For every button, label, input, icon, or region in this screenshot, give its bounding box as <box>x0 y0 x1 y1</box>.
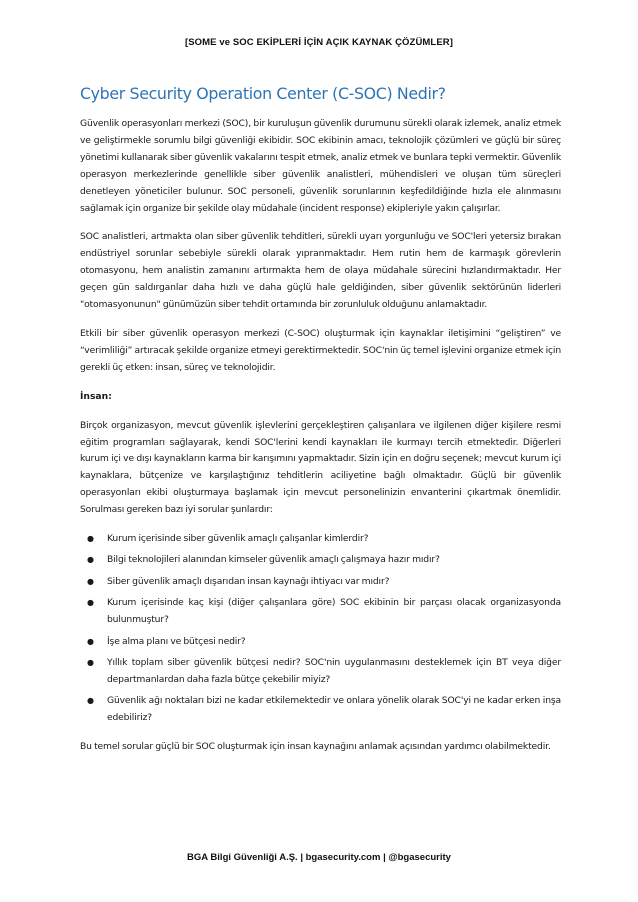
list-item-text: İşe alma planı ve bütçesi nedir? <box>107 635 246 647</box>
questions-list <box>80 531 561 727</box>
document-body <box>80 84 561 768</box>
bullet-icon: ● <box>87 555 94 565</box>
list-item-text: Kurum içerisinde kaç kişi (diğer çalışanlara göre) SOC ekibinin bir parçası olacak organizasyonda bulunmuştur? <box>107 597 561 626</box>
page-header: [SOME ve SOC EKİPLERİ İÇİN AÇIK KAYNAK ÇÖZÜMLER] <box>184 37 453 48</box>
list-item <box>80 531 561 548</box>
paragraph-csoc: Etkili bir siber güvenlik operasyon merkezi (C-SOC) oluşturmak için kaynaklar iletişimini “geliştiren” ve “verimliliği” artıracak şekilde organize etmeyi gerektirmektedir. SOC'nin üç temel işlevini organize etmek için gerekli üç etken: insan, süreç ve teknolojidir. <box>80 327 561 373</box>
bullet-icon: ● <box>87 534 94 544</box>
bullet-icon: ● <box>87 598 94 608</box>
list-item <box>80 655 561 689</box>
list-item <box>80 634 561 651</box>
bullet-icon: ● <box>87 657 94 667</box>
list-item-text: Siber güvenlik amaçlı dışarıdan insan kaynağı ihtiyacı var mıdır? <box>107 575 390 587</box>
list-item-text: Güvenlik ağı noktaları bizi ne kadar etkilemektedir ve onlara yönelik olarak SOC'yi ne kadar erken inşa edebiliriz? <box>107 695 561 724</box>
section-title-insan: İnsan: <box>80 390 112 402</box>
list-item-text: Bilgi teknolojileri alanından kimseler güvenlik amaçlı çalışmaya hazır mıdır? <box>107 554 440 566</box>
paragraph-closing: Bu temel sorular güçlü bir SOC oluşturmak için insan kaynağını anlamak açısından yardımcı olabilmektedir. <box>80 741 551 753</box>
bullet-icon: ● <box>87 636 94 646</box>
list-item-text: Kurum içerisinde siber güvenlik amaçlı çalışanlar kimlerdir? <box>107 533 369 545</box>
bullet-icon: ● <box>87 576 94 586</box>
list-item <box>80 693 561 727</box>
list-item <box>80 552 561 569</box>
paragraph-analysts: SOC analistleri, artmakta olan siber güvenlik tehditleri, sürekli uyarı yorgunluğu ve SOC'leri yetersiz bırakan endüstriyel sorunlar sebebiyle sürekli olarak yıpranmaktadır. Hem rutin hem de karmaşık görevlerin otomasyonu, hem analistin zamanını artırmakta hem de olaya müdahale sürecini hızlandırmaktadır. Her geçen gün saldırganlar daha hızlı ve daha güçlü hale geldiğinden, siber güvenlik sektörünün liderleri "otomasyonunun" günümüzün siber tehdit ortamında bir zorunluluk olduğunu anlamaktadır. <box>80 231 561 311</box>
paragraph-insan: Birçok organizasyon, mevcut güvenlik işlevlerini gerçekleştiren çalışanlara ve ilgilenen diğer kişilere resmi eğitim programları sağlayarak, kendi SOC'lerini kendi kaynakları ile kurmayı tercih etmektedir. Diğerleri kurum içi ve dışı kaynakların karma bir karışımını yapmaktadır. Sizin için en doğru seçenek; mevcut kurum içi kaynaklara, bütçenize ve karşılaştığınız tehditlerin aciliyetine bağlı olmaktadır. Güçlü bir güvenlik operasyonları ekibi oluşturmaya başlamak için mevcut personelinizin envanterini çıkartmak önemlidir. Sorulması gereken bazı iyi sorular şunlardır: <box>80 419 561 516</box>
list-item <box>80 574 561 591</box>
page-title: Cyber Security Operation Center (C-SOC) Nedir? <box>80 84 446 103</box>
paragraph-intro: Güvenlik operasyonları merkezi (SOC), bir kuruluşun güvenlik durumunu sürekli olarak izlemek, analiz etmek ve geliştirmekle sorumlu bilgi güvenliği ekibidir. SOC ekibinin amacı, teknolojik çözümleri ve güçlü bir süreç yönetimi kullanarak siber güvenlik vakalarını tespit etmek, analiz etmek ve bunlara tepki vermektir. Güvenlik operasyon merkezlerinde genellikle siber güvenlik analistleri, mühendisleri ve oluşan tüm süreçleri denetleyen yöneticiler bulunur. SOC personeli, güvenlik sorunlarının keşfedildiğinde hızla ele alınmasını sağlamak için organize bir şekilde olay müdahale (incident response) ekipleriyle yakın çalışırlar. <box>80 118 561 214</box>
bullet-icon: ● <box>87 696 94 706</box>
list-item-text: Yıllık toplam siber güvenlik bütçesi nedir? SOC'nin uygulanmasını desteklemek için BT veya diğer departmanlardan daha fazla bütçe çekebilir miyiz? <box>107 656 561 685</box>
list-item <box>80 595 561 629</box>
page-footer: BGA Bilgi Güvenliği A.Ş. | bgasecurity.com | @bgasecurity <box>187 852 451 863</box>
